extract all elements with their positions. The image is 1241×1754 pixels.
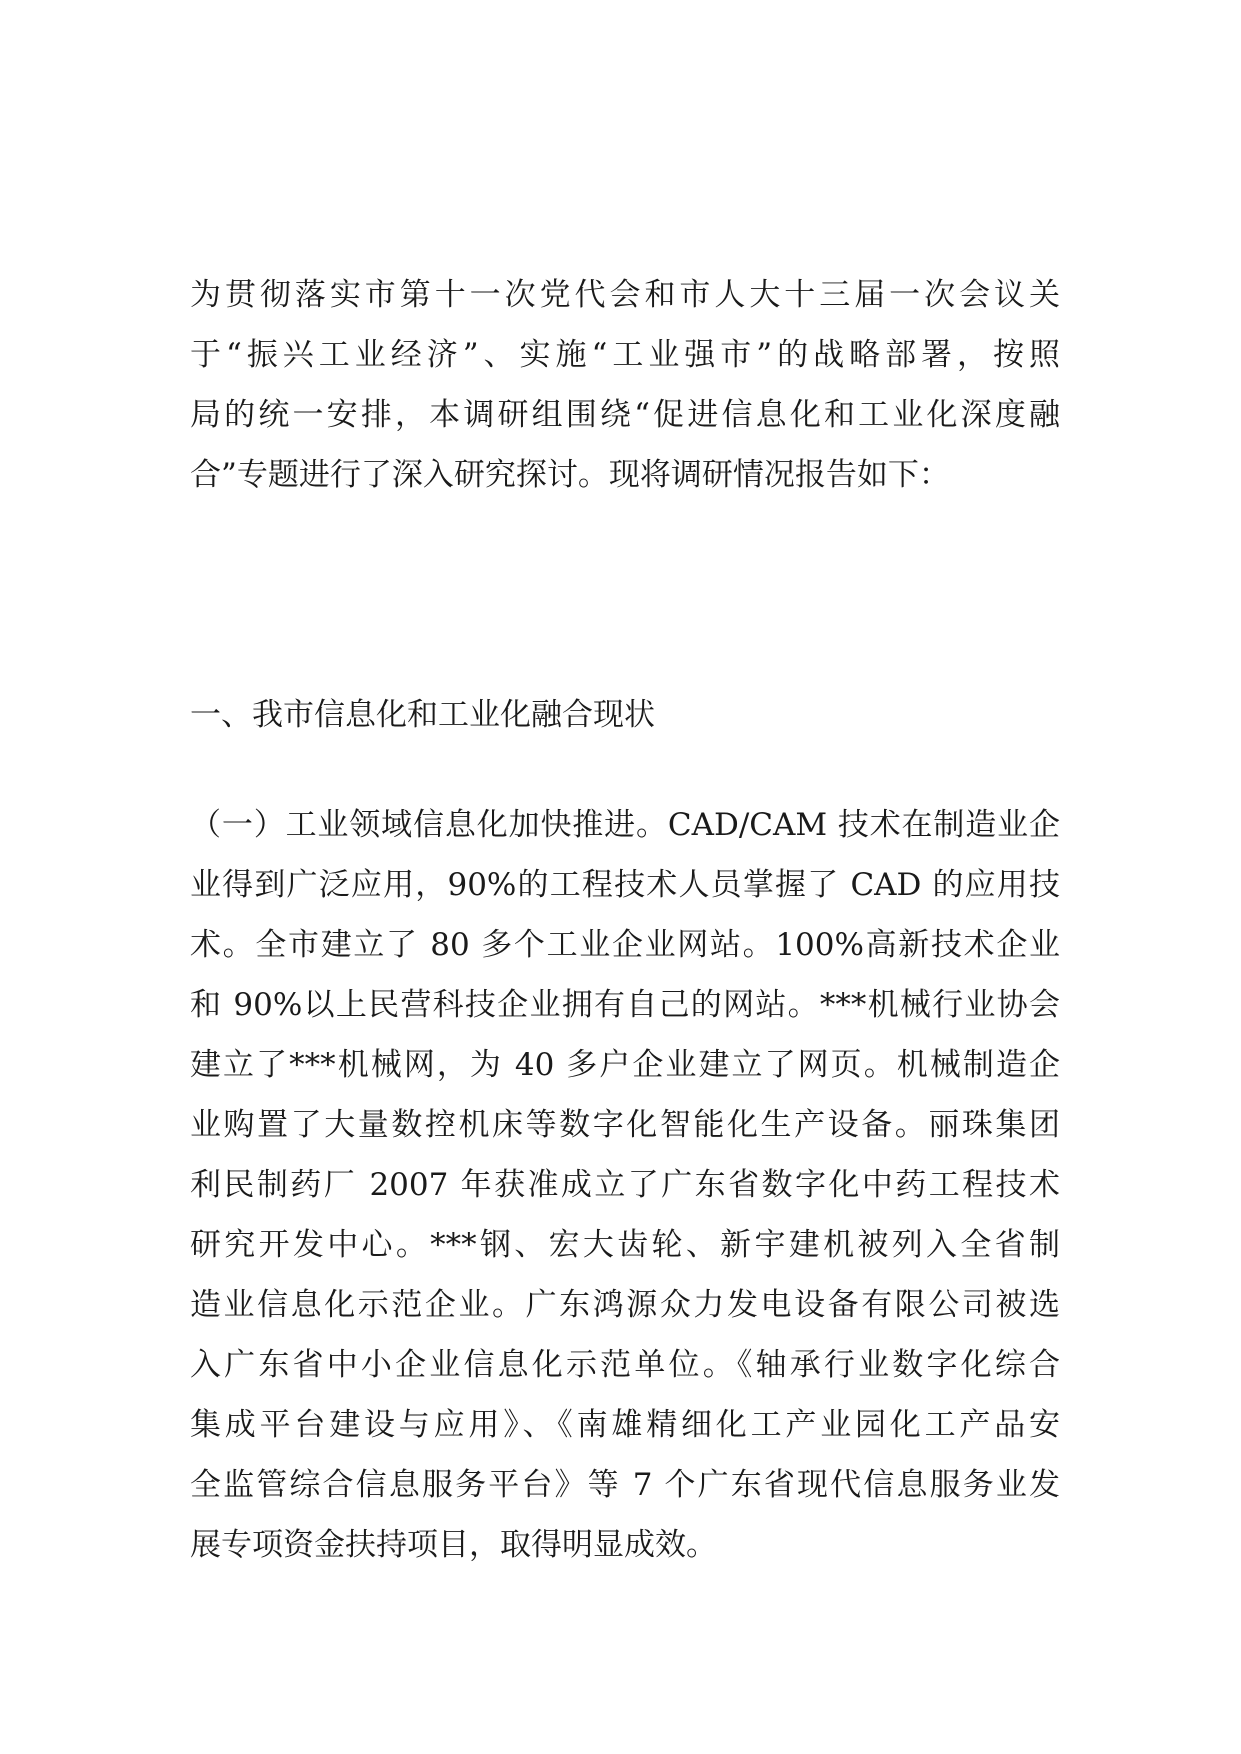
section-heading: 一、我市信息化和工业化融合现状 [190,697,655,733]
body-line-11: 集成平台建设与应用》、《南雄精细化工产业园化工产品安 [190,1407,1060,1443]
intro-line-4: 合”专题进行了深入研究探讨。现将调研情况报告如下： [190,457,950,493]
body-line-5: 建立了***机械网，为 40 多户企业建立了网页。机械制造企 [190,1047,1060,1083]
body-line-2: 业得到广泛应用，90%的工程技术人员掌握了 CAD 的应用技 [190,867,1060,903]
body-line-1: （一）工业领域信息化加快推进。CAD/CAM 技术在制造业企 [190,807,1060,843]
body-line-4: 和 90%以上民营科技企业拥有自己的网站。***机械行业协会 [190,987,1060,1023]
intro-line-3: 局的统一安排，本调研组围绕“促进信息化和工业化深度融 [190,397,1060,433]
body-line-13: 展专项资金扶持项目，取得明显成效。 [190,1527,717,1563]
body-line-6: 业购置了大量数控机床等数字化智能化生产设备。丽珠集团 [190,1107,1060,1143]
intro-line-1: 为贯彻落实市第十一次党代会和市人大十三届一次会议关 [190,277,1060,313]
body-line-12: 全监管综合信息服务平台》等 7 个广东省现代信息服务业发 [190,1467,1060,1503]
body-line-7: 利民制药厂 2007 年获准成立了广东省数字化中药工程技术 [190,1167,1060,1203]
body-line-10: 入广东省中小企业信息化示范单位。《轴承行业数字化综合 [190,1347,1060,1383]
intro-line-2: 于“振兴工业经济”、实施“工业强市”的战略部署，按照 [190,337,1060,373]
body-line-9: 造业信息化示范企业。广东鸿源众力发电设备有限公司被选 [190,1287,1060,1323]
body-line-8: 研究开发中心。***钢、宏大齿轮、新宇建机被列入全省制 [190,1227,1060,1263]
body-line-3: 术。全市建立了 80 多个工业企业网站。100%高新技术企业 [190,927,1060,963]
